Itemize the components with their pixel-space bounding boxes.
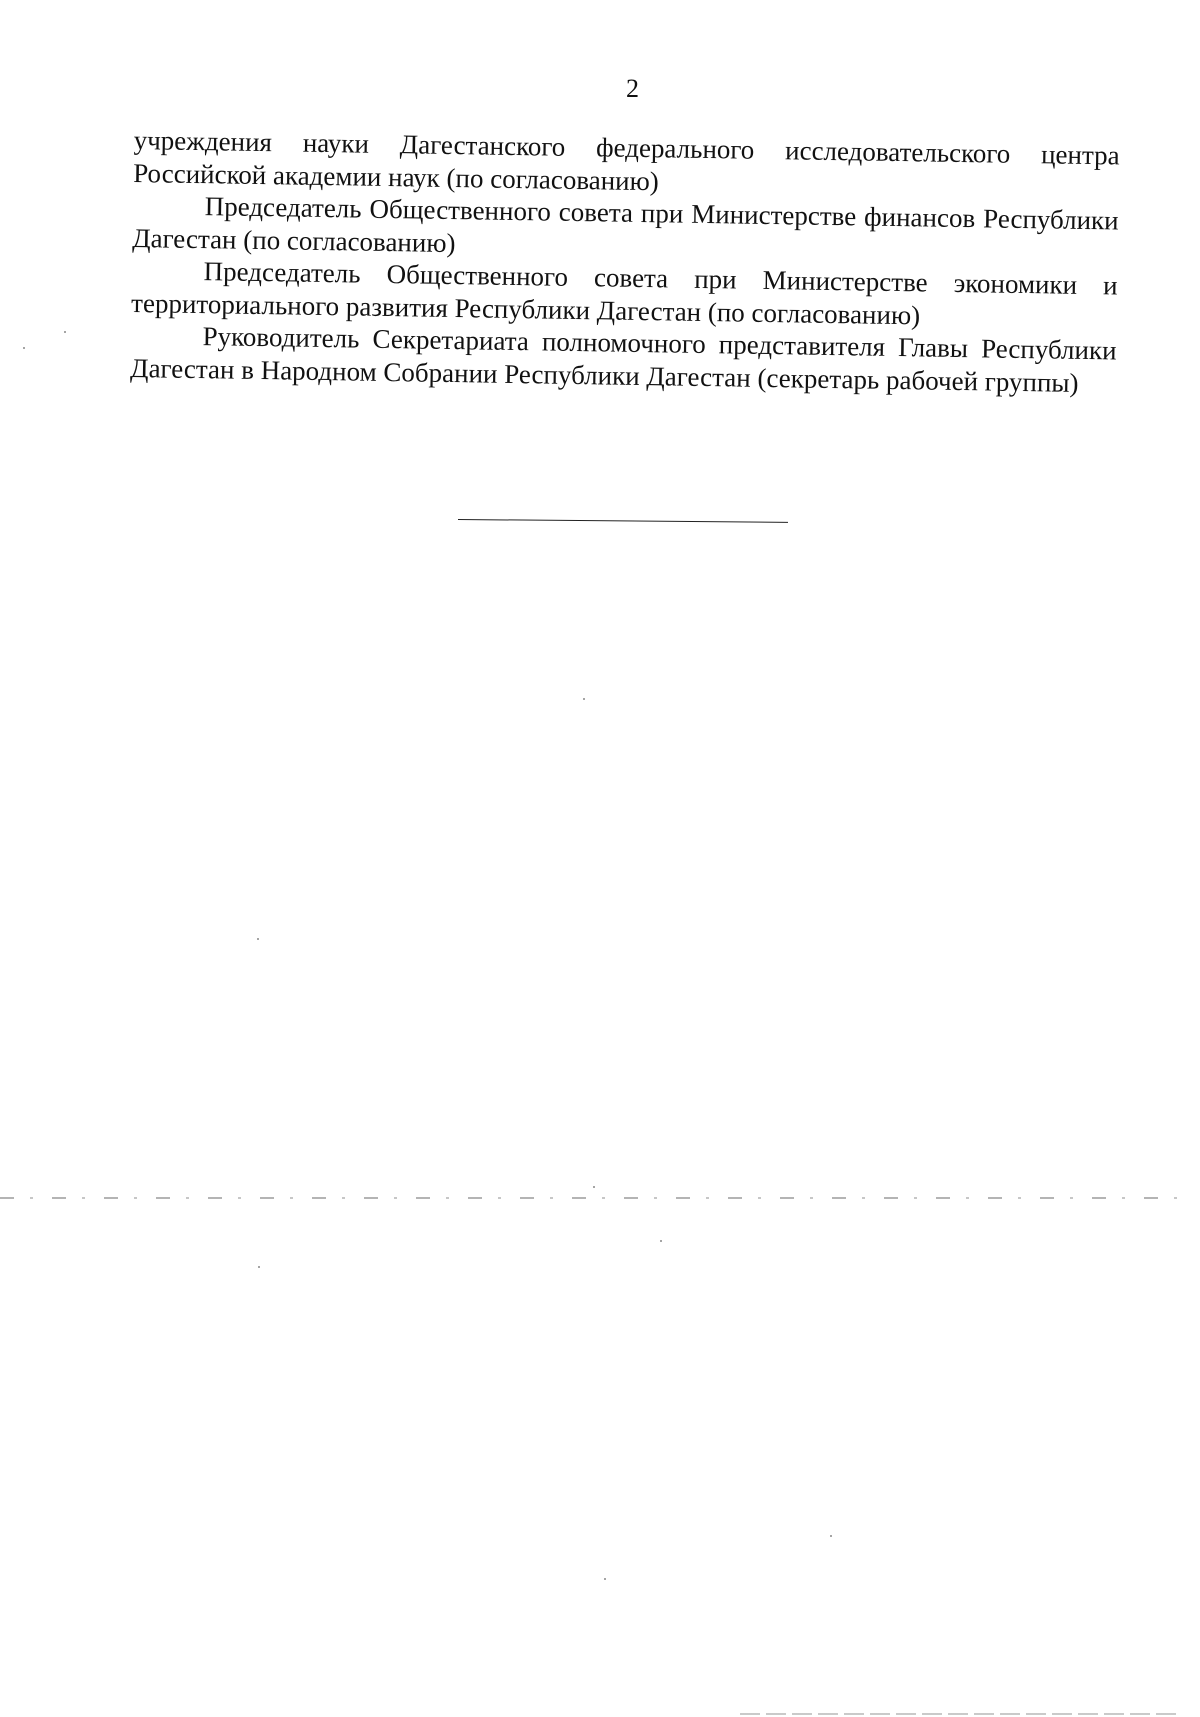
scan-speck: [23, 347, 25, 349]
scan-speck: [257, 938, 259, 940]
scan-speck: [64, 331, 66, 333]
end-of-list-rule: [458, 519, 788, 523]
scan-speck: [604, 1578, 606, 1580]
document-body: [130, 124, 1120, 399]
scan-speck: [660, 1240, 662, 1242]
scan-speck: [258, 1266, 260, 1268]
scan-artifact-line: [0, 1197, 1185, 1199]
paragraph: учреждения науки Дагестанского федерального исследовательского центра Российской академии наук (по согласованию): [133, 124, 1120, 196]
paragraph: Председатель Общественного совета при Министерстве экономики и территориального развития Республики Дагестан (по согласованию): [130, 256, 1118, 330]
paragraph: Руководитель Секретариата полномочного представителя Главы Республики Дагестан в Народном Собрании Республики Дагестан (секретарь рабочей группы): [129, 321, 1117, 398]
paragraph: Председатель Общественного совета при Министерстве финансов Республики Дагестан (по согласованию): [131, 191, 1119, 258]
scan-speck: [583, 698, 585, 700]
scan-artifact-line: [740, 1713, 1180, 1715]
scan-speck: [593, 1186, 595, 1188]
scan-speck: [830, 1535, 832, 1537]
page-number: 2: [626, 74, 639, 103]
